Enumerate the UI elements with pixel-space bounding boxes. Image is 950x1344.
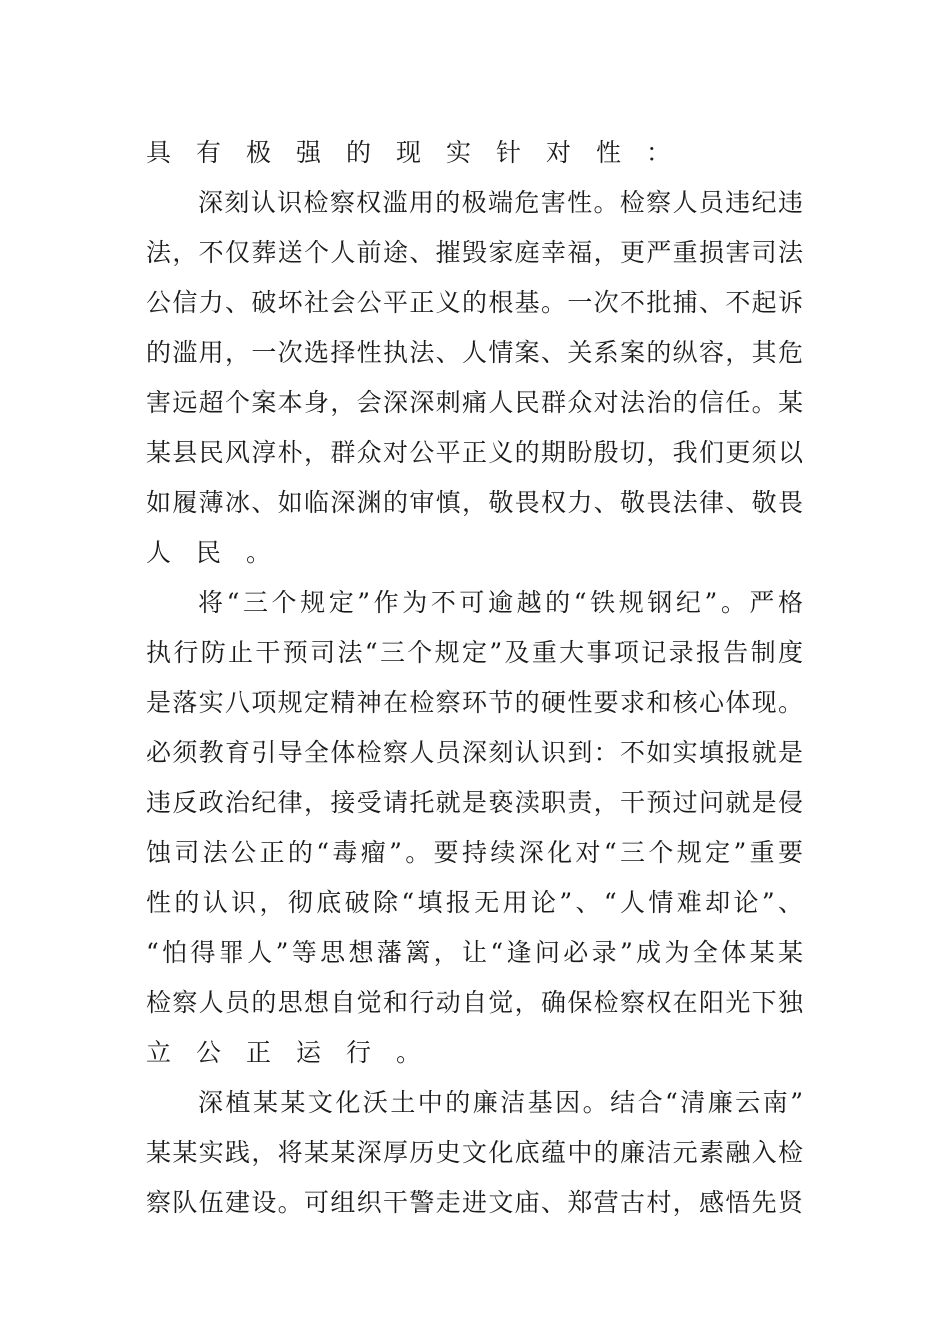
text-line-content: 深植某某文化沃土中的廉洁基因。结合“清廉云南”	[198, 1088, 806, 1117]
text-line-content: 性的认识，彻底破除“填报无用论”、“人情难却论”、	[146, 888, 807, 917]
text-line	[0, 436, 950, 470]
text-line-content: 检察人员的思想自觉和行动自觉，确保检察权在阳光下独	[146, 988, 805, 1017]
text-line-content: 的滥用，一次选择性执法、人情案、关系案的纵容，其危	[146, 338, 805, 367]
text-line	[0, 386, 950, 420]
text-line	[0, 636, 950, 670]
text-line	[0, 236, 950, 270]
text-line-content: “怕得罪人”等思想藩篱，让“逢问必录”成为全体某某	[146, 938, 807, 967]
text-line	[0, 1036, 950, 1070]
text-line-content: 深刻认识检察权滥用的极端危害性。检察人员违纪违	[198, 188, 805, 217]
text-line-content: 人民。	[146, 538, 296, 567]
text-line-content: 执行防止干预司法“三个规定”及重大事项记录报告制度	[146, 638, 806, 667]
text-line	[0, 686, 950, 720]
paragraph-start-line	[0, 586, 950, 620]
text-line-content: 公信力、破坏社会公平正义的根基。一次不批捕、不起诉	[146, 288, 805, 317]
text-line	[0, 986, 950, 1020]
text-line	[0, 1136, 950, 1170]
text-line-content: 必须教育引导全体检察人员深刻认识到：不如实填报就是	[146, 738, 805, 767]
text-line-content: 某县民风淳朴，群众对公平正义的期盼殷切，我们更须以	[146, 438, 805, 467]
text-line-content: 蚀司法公正的“毒瘤”。要持续深化对“三个规定”重要	[146, 838, 807, 867]
text-line	[0, 886, 950, 920]
text-line-content: 将“三个规定”作为不可逾越的“铁规钢纪”。严格	[198, 588, 807, 617]
text-line	[0, 536, 950, 570]
text-line-content: 法，不仅葬送个人前途、摧毁家庭幸福，更严重损害司法	[146, 238, 805, 267]
text-line	[0, 786, 950, 820]
text-line-content: 害远超个案本身，会深深刺痛人民群众对法治的信任。某	[146, 388, 805, 417]
text-line	[0, 136, 950, 170]
text-line-content: 具有极强的现实针对性：	[146, 138, 696, 167]
text-line	[0, 936, 950, 970]
paragraph-start-line	[0, 1086, 950, 1120]
text-line-content: 是落实八项规定精神在检察环节的硬性要求和核心体现。	[146, 688, 805, 717]
text-line-content: 如履薄冰、如临深渊的审慎，敬畏权力、敬畏法律、敬畏	[146, 488, 805, 517]
text-line	[0, 336, 950, 370]
text-line-content: 违反政治纪律，接受请托就是亵渎职责，干预过问就是侵	[146, 788, 805, 817]
text-line	[0, 736, 950, 770]
text-line	[0, 836, 950, 870]
paragraph-start-line	[0, 186, 950, 220]
text-line	[0, 1186, 950, 1220]
text-line	[0, 486, 950, 520]
text-line-content: 察队伍建设。可组织干警走进文庙、郑营古村，感悟先贤	[146, 1188, 805, 1217]
text-line-content: 立公正运行。	[146, 1038, 446, 1067]
text-line-content: 某某实践，将某某深厚历史文化底蕴中的廉洁元素融入检	[146, 1138, 805, 1167]
text-line	[0, 286, 950, 320]
